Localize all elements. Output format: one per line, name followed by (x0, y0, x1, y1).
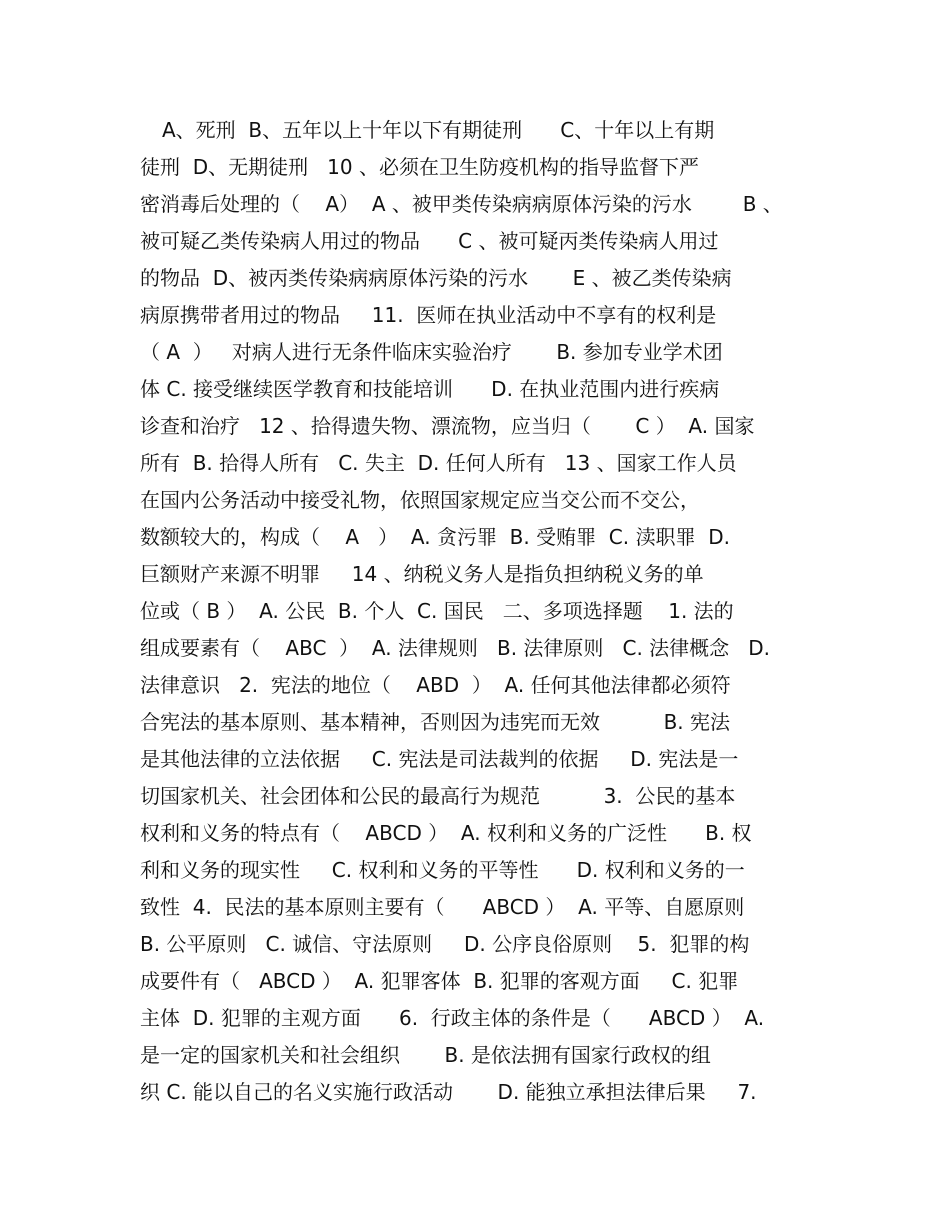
text-line: 组成要素有（ ABC ） A. 法律规则 B. 法律原则 C. 法律概念 D. (140, 636, 771, 660)
text-line: 密消毒后处理的（ A） A 、被甲类传染病病原体污染的污水 B 、 (140, 192, 783, 216)
text-line: 徒刑 D、无期徒刑 10 、必须在卫生防疫机构的指导监督下严 (140, 155, 699, 179)
text-line: 被可疑乙类传染病人用过的物品 C 、被可疑丙类传染病人用过 (140, 229, 719, 253)
text-line: 体 C. 接受继续医学教育和技能培训 D. 在执业范围内进行疾病 (140, 377, 720, 401)
text-line: 是其他法律的立法依据 C. 宪法是司法裁判的依据 D. 宪法是一 (140, 747, 739, 771)
text-line: B. 公平原则 C. 诚信、守法原则 D. 公序良俗原则 5. 犯罪的构 (140, 932, 750, 956)
text-line: 所有 B. 拾得人所有 C. 失主 D. 任何人所有 13 、国家工作人员 (140, 451, 737, 475)
text-line: 利和义务的现实性 C. 权利和义务的平等性 D. 权利和义务的一 (140, 858, 745, 882)
text-line: 病原携带者用过的物品 11. 医师在执业活动中不享有的权利是 (140, 303, 717, 327)
text-line: 合宪法的基本原则、基本精神，否则因为违宪而无效 B. 宪法 (140, 710, 731, 734)
text-line: 是一定的国家机关和社会组织 B. 是依法拥有国家行政权的组 (140, 1043, 711, 1067)
text-line: 主体 D. 犯罪的主观方面 6. 行政主体的条件是（ ABCD ） A. (140, 1006, 765, 1030)
text-line: 诊查和治疗 12 、拾得遗失物、漂流物，应当归（ C ） A. 国家 (140, 414, 755, 438)
text-line: 巨额财产来源不明罪 14 、纳税义务人是指负担纳税义务的单 (140, 562, 704, 586)
document-text-block (140, 112, 830, 1111)
text-line: 位或（ B ） A. 公民 B. 个人 C. 国民 二、多项选择题 1. 法的 (140, 599, 734, 623)
text-line: 的物品 D、被丙类传染病病原体污染的污水 E 、被乙类传染病 (140, 266, 732, 290)
text-line: 切国家机关、社会团体和公民的最高行为规范 3. 公民的基本 (140, 784, 736, 808)
text-line: 数额较大的，构成（ A ） A. 贪污罪 B. 受贿罪 C. 渎职罪 D. (140, 525, 730, 549)
text-line: A、死刑 B、五年以上十年以下有期徒刑 C、十年以上有期 (162, 118, 715, 142)
text-line: 在国内公务活动中接受礼物，依照国家规定应当交公而不交公， (140, 488, 700, 512)
text-line: 法律意识 2. 宪法的地位（ ABD ） A. 任何其他法律都必须符 (140, 673, 731, 697)
text-line: 权利和义务的特点有（ ABCD ） A. 权利和义务的广泛性 B. 权 (140, 821, 752, 845)
text-line: 成要件有（ ABCD ） A. 犯罪客体 B. 犯罪的客观方面 C. 犯罪 (140, 969, 739, 993)
text-line: （ A ） 对病人进行无条件临床实验治疗 B. 参加专业学术团 (140, 340, 723, 364)
text-line: 致性 4. 民法的基本原则主要有（ ABCD ） A. 平等、自愿原则 (140, 895, 745, 919)
text-line: 织 C. 能以自己的名义实施行政活动 D. 能独立承担法律后果 7. (140, 1080, 757, 1104)
